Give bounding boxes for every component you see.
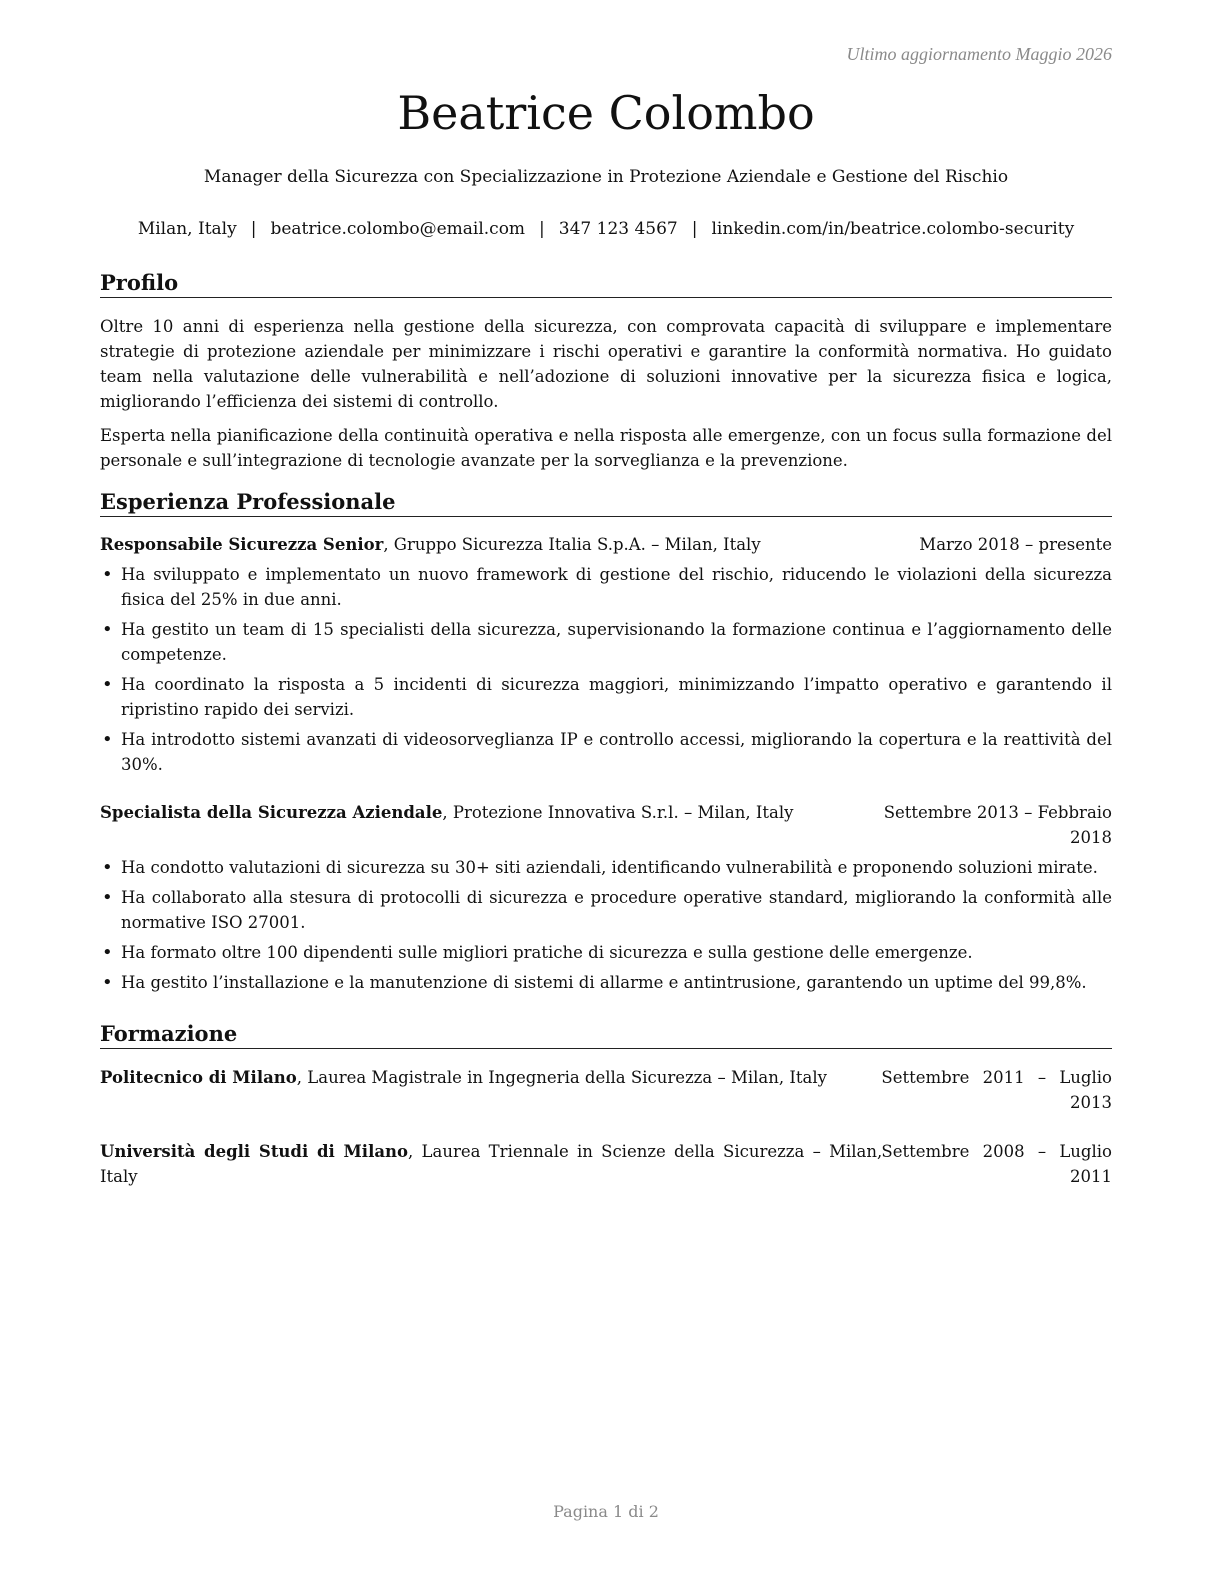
job-role: Responsabile Sicurezza Senior [100,535,384,554]
job-bullets [100,562,1112,782]
education-entry [100,1139,1112,1189]
list-item: • Ha introdotto sistemi avanzati di videosorveglianza IP e controllo accessi, migliorando la copertura e la reattività del 30%. [100,727,1112,777]
job-org: , Protezione Innovativa S.r.l. – Milan, Italy [442,803,794,822]
education-title-line [100,1139,882,1189]
education-title-line [100,1065,827,1090]
list-item: • Ha formato oltre 100 dipendenti sulle migliori pratiche di sicurezza e sulla gestione delle emergenze. [100,940,1118,965]
list-item: • Ha collaborato alla stesura di protocolli di sicurezza e procedure operative standard, migliorando la conformità alle normative ISO 27001. [100,885,1112,935]
resume-page [100,0,1112,1584]
separator: | [539,219,545,239]
separator: | [250,219,257,239]
job-dates-line: Settembre 2013 – Febbraio [883,803,1112,822]
profile-paragraph: Esperta nella pianificazione della continuità operativa e nella risposta alle emergenze, con un focus sulla formazione del personale e sull’integrazione di tecnologie avanzate per la sorveglianza e la prevenzione. [100,426,1112,470]
profile-paragraph: Oltre 10 anni di esperienza nella gestione della sicurezza, con comprovata capacità di sviluppare e implementare strategie di protezione aziendale per minimizzare i rischi operativi e garantire la conformità normativa. Ho guidato team nella valutazione delle vulnerabilità e nell’adozione di soluzioni innovative per la sicurezza fisica e logica, migliorando l’efficienza dei sistemi di controllo. [100,317,1112,411]
page-number: Pagina 1 di 2 [553,1502,659,1521]
last-updated: Ultimo aggiornamento Maggio 2026 [846,44,1112,64]
contact-line [80,219,1132,239]
list-item: • Ha gestito l’installazione e la manutenzione di sistemi di allarme e antintrusione, garantendo un uptime del 99,8%. [100,970,1118,995]
candidate-name: Beatrice Colombo [397,86,815,140]
education-degree: Italy [100,1167,138,1186]
job-role: Specialista della Sicurezza Aziendale [100,803,443,822]
job-header [100,800,1112,850]
separator: | [691,219,698,239]
job-dates [884,800,1112,850]
contact-location: Milan, Italy [137,219,237,239]
education-school: Università degli Studi di Milano [100,1142,409,1161]
list-item: • Ha sviluppato e implementato un nuovo framework di gestione del rischio, riducendo le violazioni della sicurezza fisica del 25% in due anni. [100,562,1112,612]
job-bullets [100,855,1118,1000]
education-dates [881,1065,1112,1115]
education-school: Politecnico di Milano [100,1068,297,1087]
education-degree: , Laurea Magistrale in Ingegneria della Sicurezza – Milan, Italy [296,1068,827,1087]
list-item: • Ha condotto valutazioni di sicurezza su 30+ siti aziendali, identificando vulnerabilità e proponendo soluzioni mirate. [100,855,1118,880]
list-item: • Ha gestito un team di 15 specialisti della sicurezza, supervisionando la formazione continua e l’aggiornamento delle competenze. [100,617,1112,667]
job-title-line [100,532,761,557]
contact-email[interactable]: beatrice.colombo@email.com [270,219,526,239]
headline: Manager della Sicurezza con Specializzazione in Protezione Aziendale e Gestione del Rischio [203,167,1009,187]
job-dates: Marzo 2018 – presente [919,535,1112,554]
section-title-profile: Profilo [100,270,1112,298]
education-degree: , Laurea Triennale in Scienze della Sicurezza – Milan, [408,1142,883,1161]
list-item: • Ha coordinato la risposta a 5 incidenti di sicurezza maggiori, minimizzando l’impatto operativo e garantendo il ripristino rapido dei servizi. [100,672,1112,722]
education-dates-line: 2011 [1070,1167,1112,1186]
job-dates-line: 2018 [1070,828,1112,847]
education-dates-line: Settembre 2008 – Luglio [881,1142,1112,1161]
job-header [100,532,1112,557]
education-dates-line: Settembre 2011 – Luglio [881,1068,1112,1087]
job-org: , Gruppo Sicurezza Italia S.p.A. – Milan, Italy [383,535,761,554]
education-dates-line: 2013 [1070,1093,1112,1112]
section-title-education: Formazione [100,1021,1112,1049]
education-entry [100,1065,1112,1115]
section-title-experience: Esperienza Professionale [100,489,1112,517]
contact-linkedin[interactable]: linkedin.com/in/beatrice.colombo-security [711,219,1075,239]
contact-phone[interactable]: 347 123 4567 [558,219,678,239]
job-title-line [100,800,793,825]
education-dates [881,1139,1112,1189]
